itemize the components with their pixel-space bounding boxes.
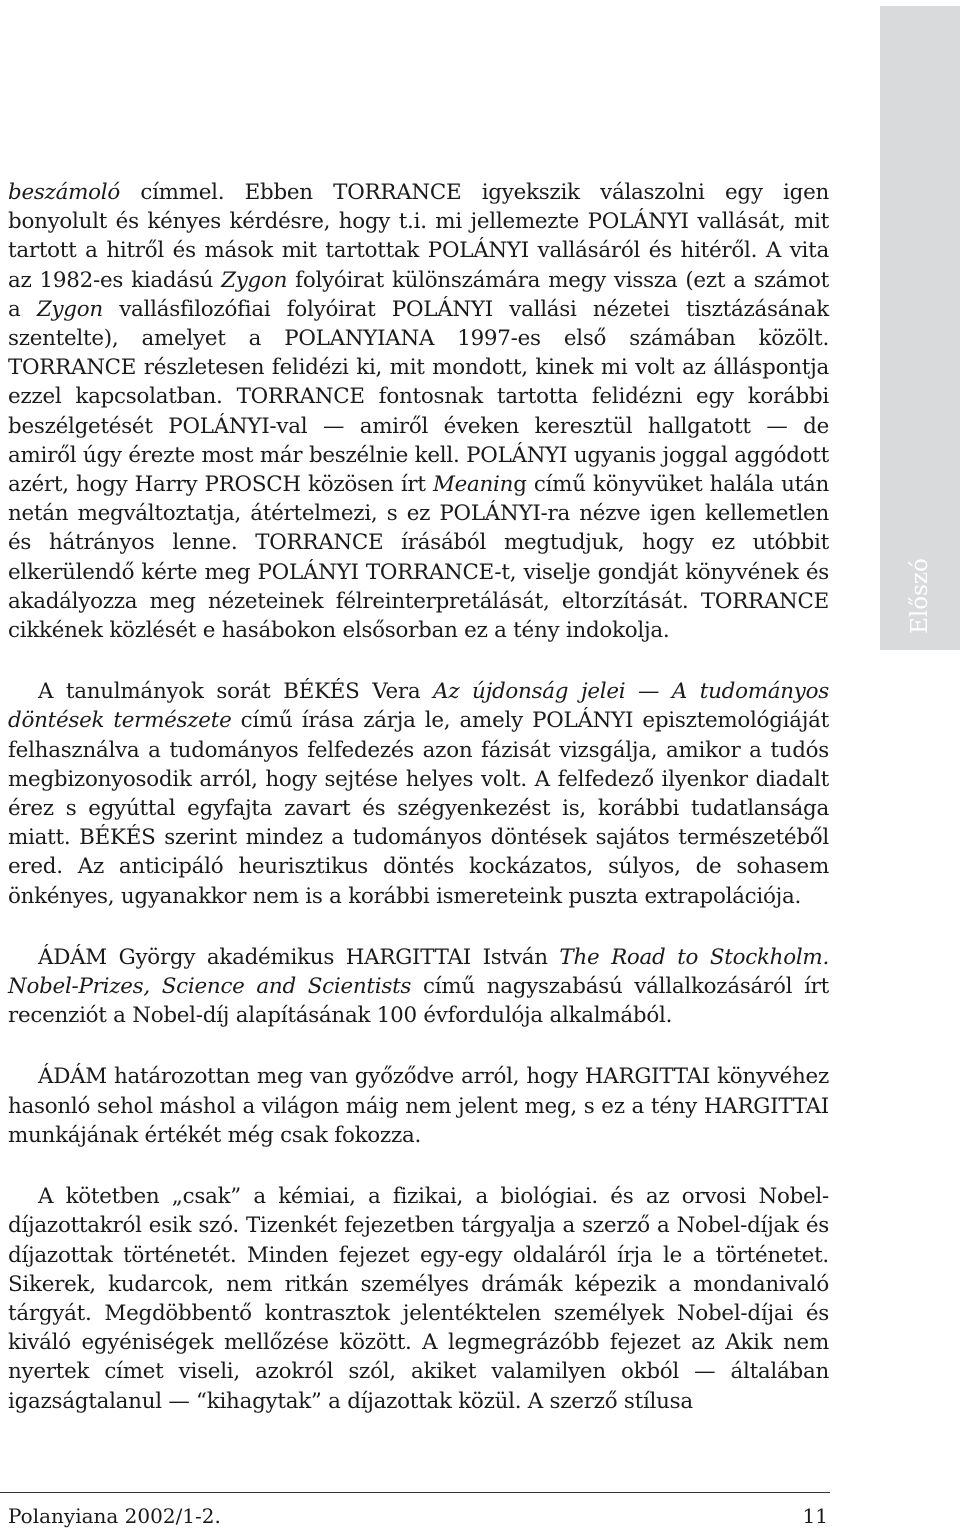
italic-text: Zygon xyxy=(36,296,103,322)
italic-text: beszámoló xyxy=(8,180,120,205)
paragraph xyxy=(8,1062,829,1150)
text-run: ÁDÁM határozottan meg van győződve arról, hogy HARGITTAI könyvéhez hasonló sehol máshol a világon máig nem jelent meg, s ez a tény HARGITTAI munkájának értékét még csak fokozza. xyxy=(8,1064,829,1148)
paragraph xyxy=(8,677,829,911)
text-run: A kötetben „csak” a kémiai, a fizikai, a biológiai. és az orvosi Nobel-díjazottakról esik szó. Tizenkét fejezetben tárgyalja a szerző a Nobel-díjak és díjazottak történetét. Minden fejezet egy-egy oldaláról írja le a történetet. Sikerek, kudarcok, nem ritkán személyes drámák képezik a mondanivaló tárgyát. Megdöbbentő kontrasztok jelentéktelen személyek Nobel-díjai és kiváló egyéniségek mellőzése között. A legmegrázóbb fejezet az Akik nem nyertek címet viseli, azokról szól, akiket valamilyen okból — általában igazságtalanul — “kihagytak” a díjazottak közül. A szerző stílusa xyxy=(8,1184,829,1414)
text-run: címmel. Ebben TORRANCE igyekszik válaszolni egy igen bonyolult és kényes kérdésre, hogy t.i. mi jellemezte POLÁNYI vallását, mit tartott a hitről és mások mit tartottak POLÁNYI vallásáról és hitéről. A vita az 1982-es kiadású xyxy=(8,180,829,293)
paragraph xyxy=(8,1182,829,1416)
text-run: g című könyvüket halála után netán megváltoztatja, átértelmezi, s ez POLÁNYI-ra nézve igen kellemetlen és hátrányos lenne. TORRANCE írásából megtudjuk, hogy ez utóbbit elkerülendő kérte meg POLÁNYI TORRANCE-t, viselje gondját könyvének és akadályozza meg nézeteinek félreinterpretálását, eltorzítását. TORRANCE cikkének közlését e hasábokon elsősorban ez a tény indokolja. xyxy=(8,472,830,644)
italic-text: Meanin xyxy=(432,472,514,498)
text-run: vallásfilozófiai folyóirat POLÁNYI vallási nézetei tisztázásának szentelte), amelyet a POLANYIANA 1997-es első számában közölt. TORRANCE részletesen felidézi ki, mit mondott, kinek mi volt az álláspontja ezzel kapcsolatban. TORRANCE fontosnak tartotta felidézni egy korábbi beszélgetését POLÁNYI-val — amiről éveken keresztül hallgatott — de amiről úgy érezte most már beszélnie kell. POLÁNYI ugyanis joggal aggódott azért, hogy Harry PROSCH közösen írt xyxy=(8,296,829,498)
page-number: 11 xyxy=(802,1504,828,1528)
text-run: című nagyszabású vállalkozásáról írt recenziót a Nobel-díj alapításának 100 évfordulója alkalmából. xyxy=(8,974,830,1029)
text-run: ÁDÁM György akadémikus HARGITTAI István xyxy=(38,944,560,970)
italic-text: Zygon xyxy=(221,267,288,293)
paragraph xyxy=(8,178,829,645)
footer-divider xyxy=(0,1492,830,1493)
text-run: A tanulmányok sorát BÉKÉS Vera xyxy=(38,679,434,705)
section-label: Előszó xyxy=(907,558,933,634)
article-body xyxy=(8,178,829,1416)
text-run: folyóirat különszámára megy vissza (ezt a számot a xyxy=(8,267,829,322)
section-side-tab xyxy=(880,6,960,650)
text-run: című írása zárja le, amely POLÁNYI episztemológiáját felhasználva a tudományos felfedezés azon fázisát vizsgálja, amikor a tudós megbizonyosodik arról, hogy sejtése helyes volt. A felfedező ilyenkor diadalt érez s egyúttal egyfajta zavart és szégyenkezést is, korábbi tudatlansága miatt. BÉKÉS szerint mindez a tudományos döntések sajátos természetéből ered. Az anticipáló heurisztikus döntés kockázatos, súlyos, de sohasem önkényes, ugyanakkor nem is a korábbi ismereteink puszta extrapolációja. xyxy=(8,708,830,909)
footer-journal: Polanyiana 2002/1-2. xyxy=(8,1504,221,1528)
paragraph xyxy=(8,943,829,1031)
italic-text: The Road to Stockholm. Nobel-Prizes, Science and Scientists xyxy=(8,944,830,1000)
italic-text: Az újdonság jelei — A tudományos döntések természete xyxy=(8,679,829,734)
